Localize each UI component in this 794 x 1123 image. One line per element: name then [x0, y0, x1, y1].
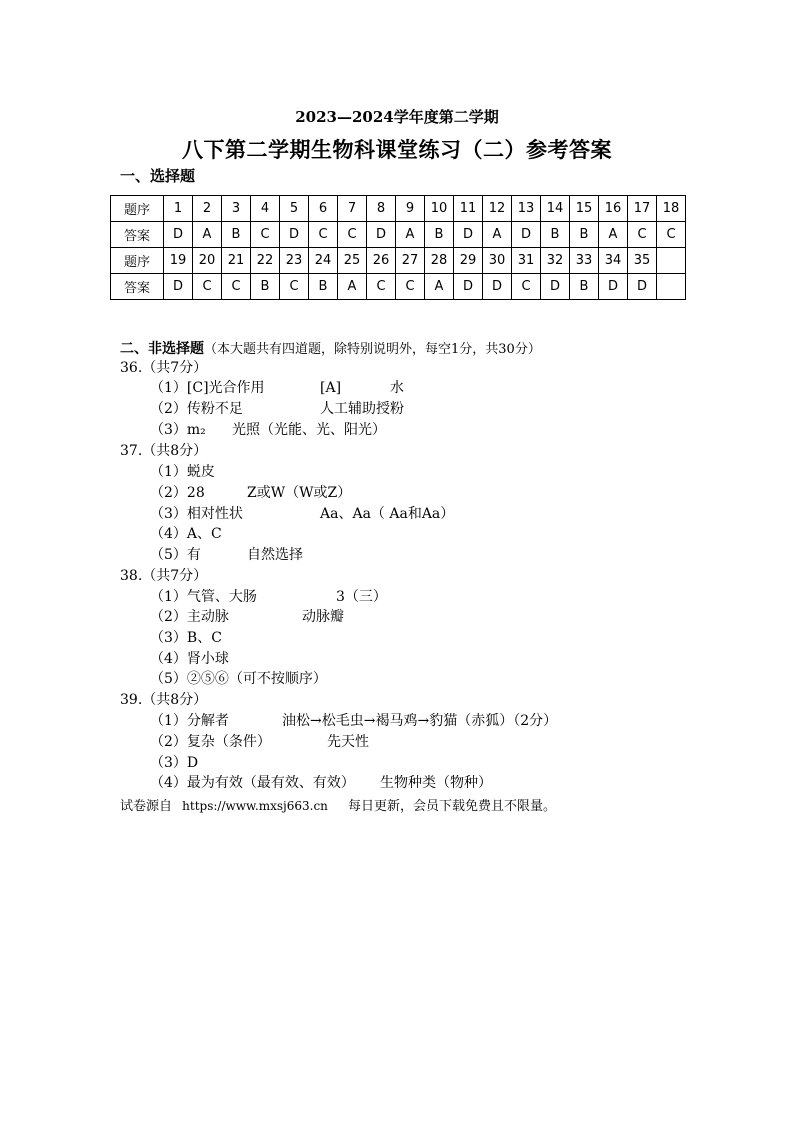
table-cell: 7	[338, 196, 367, 222]
table-cell: 25	[338, 248, 367, 274]
table-cell: 15	[570, 196, 599, 222]
q39-4b: 生物种类（物种）	[380, 775, 492, 791]
table-cell	[657, 274, 686, 300]
q38-answer-5: （5）②⑤⑥（可不按顺序）	[150, 671, 327, 687]
table-cell: 11	[454, 196, 483, 222]
row-label: 题序	[111, 248, 164, 274]
q39-4a: （4）最为有效（最有效、有效）	[150, 775, 355, 791]
table-cell: 26	[367, 248, 396, 274]
q36-3a: （3）m₂	[150, 422, 206, 438]
table-cell: 34	[599, 248, 628, 274]
q38-1b: 3（三）	[336, 589, 387, 605]
table-cell: D	[541, 274, 570, 300]
table-row	[111, 196, 686, 222]
row-label: 答案	[111, 222, 164, 248]
table-cell: D	[280, 222, 309, 248]
table-cell: B	[222, 222, 251, 248]
table-cell: C	[251, 222, 280, 248]
row-label: 题序	[111, 196, 164, 222]
table-cell: 32	[541, 248, 570, 274]
table-cell: D	[367, 222, 396, 248]
table-cell: 16	[599, 196, 628, 222]
q36-2b: 人工辅助授粉	[320, 401, 404, 417]
table-cell: D	[164, 222, 193, 248]
table-cell: C	[367, 274, 396, 300]
table-cell: 12	[483, 196, 512, 222]
table-cell: C	[222, 274, 251, 300]
q37-3b: Aa、Aa（ Aa和Aa）	[320, 506, 455, 522]
q37-answer-5	[150, 545, 303, 565]
table-cell: C	[396, 274, 425, 300]
table-cell: 19	[164, 248, 193, 274]
table-cell: B	[541, 222, 570, 248]
table-cell: 9	[396, 196, 425, 222]
table-cell: 23	[280, 248, 309, 274]
table-cell: 30	[483, 248, 512, 274]
q39-1a: （1）分解者	[150, 713, 229, 729]
q37-answer-4: （4）A、C	[150, 526, 222, 542]
section2-heading: 二、非选择题	[120, 341, 204, 357]
table-cell: 13	[512, 196, 541, 222]
q38-answer-1	[150, 587, 387, 607]
source-footer	[120, 795, 556, 814]
q38-answer-2	[150, 607, 344, 627]
q36-1b: [A]	[320, 380, 342, 396]
table-cell: 28	[425, 248, 454, 274]
table-cell: 3	[222, 196, 251, 222]
table-cell: 24	[309, 248, 338, 274]
table-cell: 22	[251, 248, 280, 274]
table-cell: B	[570, 222, 599, 248]
table-row	[111, 248, 686, 274]
table-cell: 17	[628, 196, 657, 222]
school-year: 2023—2024学年度第二学期	[295, 108, 499, 126]
table-cell: D	[164, 274, 193, 300]
table-cell: C	[193, 274, 222, 300]
table-cell: 1	[164, 196, 193, 222]
section2-note: （本大题共有四道题，除特别说明外，每空1分，共30分）	[204, 342, 541, 357]
table-cell: B	[309, 274, 338, 300]
choice-answer-table	[110, 195, 686, 300]
table-cell: D	[628, 274, 657, 300]
table-cell: A	[338, 274, 367, 300]
table-cell: A	[599, 222, 628, 248]
q37-answer-1: （1）蜕皮	[150, 464, 215, 480]
table-cell: 14	[541, 196, 570, 222]
table-cell: 2	[193, 196, 222, 222]
table-cell: 29	[454, 248, 483, 274]
q36-answer-2	[150, 399, 404, 419]
table-cell	[657, 248, 686, 274]
q37-2a: （2）28	[150, 485, 205, 501]
q39-2b: 先天性	[327, 734, 369, 750]
q38-1a: （1）气管、大肠	[150, 589, 257, 605]
page-title: 八下第二学期生物科课堂练习（二）参考答案	[182, 137, 612, 162]
section2-title	[120, 338, 541, 358]
table-cell: C	[628, 222, 657, 248]
row-label: 答案	[111, 274, 164, 300]
table-cell: C	[309, 222, 338, 248]
table-cell: A	[425, 274, 454, 300]
table-cell: B	[251, 274, 280, 300]
table-cell: 10	[425, 196, 454, 222]
table-cell: B	[425, 222, 454, 248]
q37-2b: Z或W（W或Z）	[247, 485, 352, 501]
q36-1a: （1）[C]光合作用	[150, 380, 265, 396]
section1-title: 一、选择题	[120, 167, 196, 185]
table-cell: C	[512, 274, 541, 300]
q36-heading: 36.（共7分）	[120, 360, 208, 376]
table-cell: D	[599, 274, 628, 300]
table-cell: 31	[512, 248, 541, 274]
q38-2a: （2）主动脉	[150, 609, 229, 625]
table-row	[111, 222, 686, 248]
table-cell: D	[483, 274, 512, 300]
table-cell: A	[193, 222, 222, 248]
q39-answer-2	[150, 732, 369, 752]
table-cell: 21	[222, 248, 251, 274]
q38-2b: 动脉瓣	[302, 609, 344, 625]
q39-answer-4	[150, 773, 492, 793]
table-cell: C	[338, 222, 367, 248]
q38-heading: 38.（共7分）	[120, 568, 208, 584]
table-cell: 8	[367, 196, 396, 222]
table-cell: 4	[251, 196, 280, 222]
q39-answer-1	[150, 711, 557, 731]
table-cell: 6	[309, 196, 338, 222]
table-cell: 35	[628, 248, 657, 274]
table-cell: D	[512, 222, 541, 248]
table-cell: D	[454, 274, 483, 300]
q37-5b: 自然选择	[247, 547, 303, 563]
table-cell: C	[657, 222, 686, 248]
q36-2a: （2）传粉不足	[150, 401, 243, 417]
table-cell: 27	[396, 248, 425, 274]
q36-answer-3	[150, 420, 386, 440]
table-cell: 20	[193, 248, 222, 274]
table-cell: C	[280, 274, 309, 300]
q39-answer-3: （3）D	[150, 755, 199, 771]
q36-1c: 水	[390, 380, 404, 396]
footer-prefix: 试卷源自	[120, 799, 173, 814]
table-cell: D	[454, 222, 483, 248]
q38-answer-4: （4）肾小球	[150, 651, 229, 667]
table-cell: 18	[657, 196, 686, 222]
q37-answer-2	[150, 483, 351, 503]
table-row	[111, 274, 686, 300]
q37-answer-3	[150, 504, 454, 524]
q36-answer-1	[150, 378, 404, 398]
table-cell: A	[396, 222, 425, 248]
footer-url[interactable]: https://www.mxsj663.cn	[182, 799, 328, 813]
table-cell: 33	[570, 248, 599, 274]
q37-5a: （5）有	[150, 547, 201, 563]
q39-2a: （2）复杂（条件）	[150, 734, 271, 750]
q39-heading: 39.（共8分）	[120, 692, 208, 708]
q38-answer-3: （3）B、C	[150, 630, 222, 646]
q37-heading: 37.（共8分）	[120, 443, 208, 459]
q37-3a: （3）相对性状	[150, 506, 243, 522]
q36-3b: 光照（光能、光、阳光）	[232, 422, 386, 438]
footer-suffix: 每日更新，会员下载免费且不限量。	[348, 799, 557, 814]
table-cell: 5	[280, 196, 309, 222]
q39-1b: 油松→松毛虫→褐马鸡→豹猫（赤狐）（2分）	[282, 713, 558, 729]
table-cell: A	[483, 222, 512, 248]
table-cell: B	[570, 274, 599, 300]
